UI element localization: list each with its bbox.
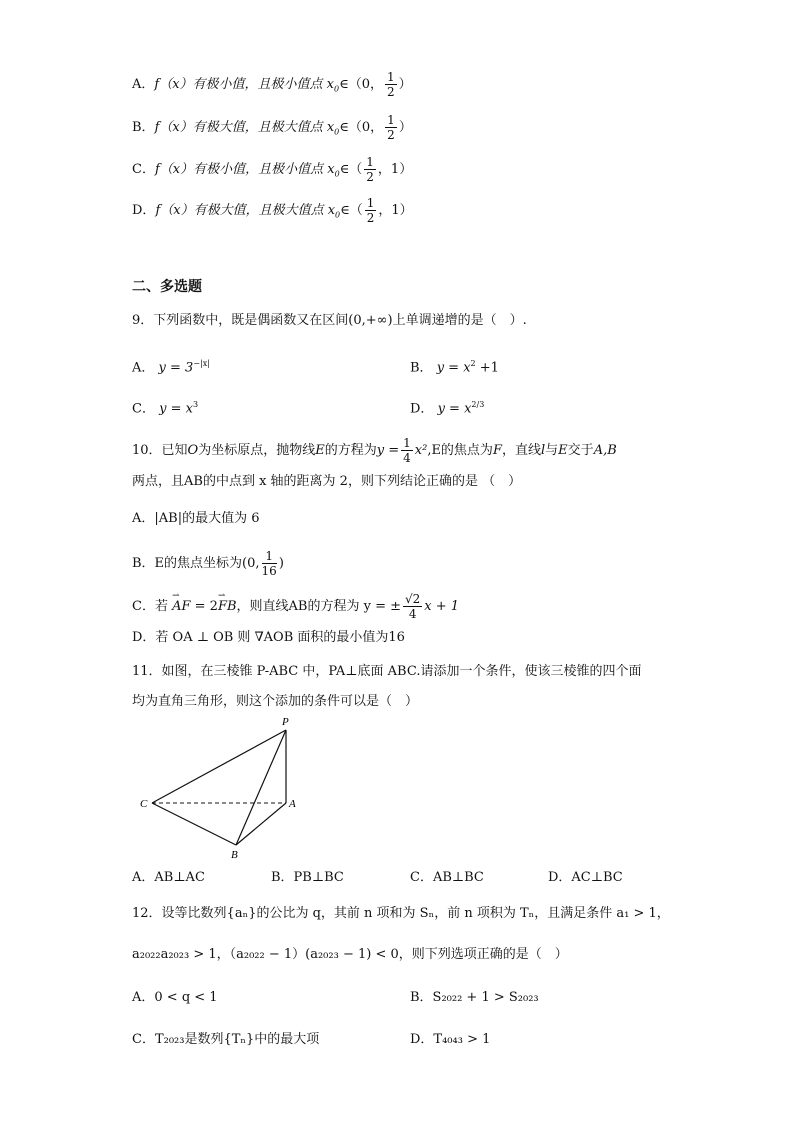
q11-option-c: C．AB⊥BC [410, 870, 484, 885]
fraction: $\frac{1}{2}$ [366, 196, 375, 225]
fraction: $\frac{1}{2}$ [387, 70, 395, 99]
q12-stem-line1: 12．设等比数列{aₙ}的公比为 q，其前 n 项和为 Sₙ，前 n 项积为 Tₙ，且满足条件 a₁ > 1， [132, 906, 670, 921]
q12-option-a: A．0 < q < 1 [132, 990, 218, 1005]
fraction: $\frac{1}{2}$ [366, 155, 374, 184]
q10-option-d: D．若 OA ⊥ OB 则 ∇AOB 面积的最小值为16 [132, 630, 405, 645]
q10-option-c: C．若 ⇀ AF = 2⇀ FB，则直线AB的方程为 y = ± $\frac{√2}{4}$ x + 1 [132, 592, 459, 621]
fraction: $\frac{1}{16}$ [261, 549, 277, 578]
edge-PB [236, 730, 286, 845]
q11-option-d: D．AC⊥BC [548, 870, 623, 885]
label-C: C [140, 798, 148, 810]
q11-option-a: A．AB⊥AC [132, 870, 205, 885]
q9-option-d: D． $y = x^{2/3}$ [410, 400, 485, 417]
edge-AB [236, 803, 286, 845]
label-P: P [282, 716, 289, 728]
q10-option-b: B．E的焦点坐标为(0, $\frac{1}{16}$ ) [132, 549, 284, 578]
q9-option-a: A． $y = 3^{-|x|}$ [132, 359, 210, 376]
q10-option-a: A．|AB|的最大值为 6 [132, 511, 260, 526]
label-A: A [289, 798, 296, 810]
q8-option-d: D．f（x）有极大值，且极大值点 $x_0\in$（ $\frac{1}{2}$ ，1） [132, 196, 413, 225]
q11-stem-line2: 均为直角三角形，则这个添加的条件可以是（ ） [132, 694, 419, 709]
q12-stem-line2: a₂₀₂₂a₂₀₂₃ > 1，（a₂₀₂₂ − 1）(a₂₀₂₃ − 1) < 0，则下列选项正确的是（ ） [132, 947, 568, 962]
q10-stem-line1: 10．已知O为坐标原点，抛物线E的方程为y = $\frac{1}{4}$ x²,E的焦点为F，直线l与E交于A,B [132, 436, 617, 465]
tetrahedron-figure [132, 712, 312, 862]
q12-option-b: B．S₂₀₂₂ + 1 > S₂₀₂₃ [410, 990, 539, 1005]
q11-stem-line1: 11．如图，在三棱锥 P-ABC 中，PA⊥底面 ABC.请添加一个条件，使该三棱锥的四个面 [132, 664, 642, 679]
section-title: 二、多选题 [132, 279, 202, 295]
fraction: $\frac{1}{2}$ [387, 113, 395, 142]
q8-option-b: B．f（x）有极大值，且极大值点 $x_0\in(0$， $\frac{1}{2}$ ） [132, 113, 412, 142]
q10-stem-line2: 两点，且AB的中点到 x 轴的距离为 2，则下列结论正确的是 （ ） [132, 474, 522, 489]
fraction: $\frac{1}{4}$ [403, 436, 411, 465]
q8-option-a: A．f（x）有极小值，且极小值点 $x_0\in(0$， $\frac{1}{2}$ ） [132, 70, 412, 99]
q11-option-b: B．PB⊥BC [271, 870, 344, 885]
edge-CB [152, 803, 236, 845]
q9-stem: 9．下列函数中，既是偶函数又在区间(0,+∞)上单调递增的是（ ）. [132, 313, 527, 328]
label-B: B [231, 849, 238, 861]
q8-option-c: C．f（x）有极小值，且极小值点 $x_0\in$（ $\frac{1}{2}$ ，1） [132, 155, 413, 184]
q9-option-b: B． $y = x^2 +1$ [410, 359, 499, 376]
fraction: $\frac{√2}{4}$ [405, 592, 421, 621]
q12-option-d: D．T₄₀₄₃ > 1 [410, 1032, 491, 1047]
edge-PC [152, 730, 286, 803]
q9-option-c: C． $y = x^3$ [132, 400, 199, 417]
q12-option-c: C．T₂₀₂₃是数列{Tₙ}中的最大项 [132, 1032, 320, 1047]
